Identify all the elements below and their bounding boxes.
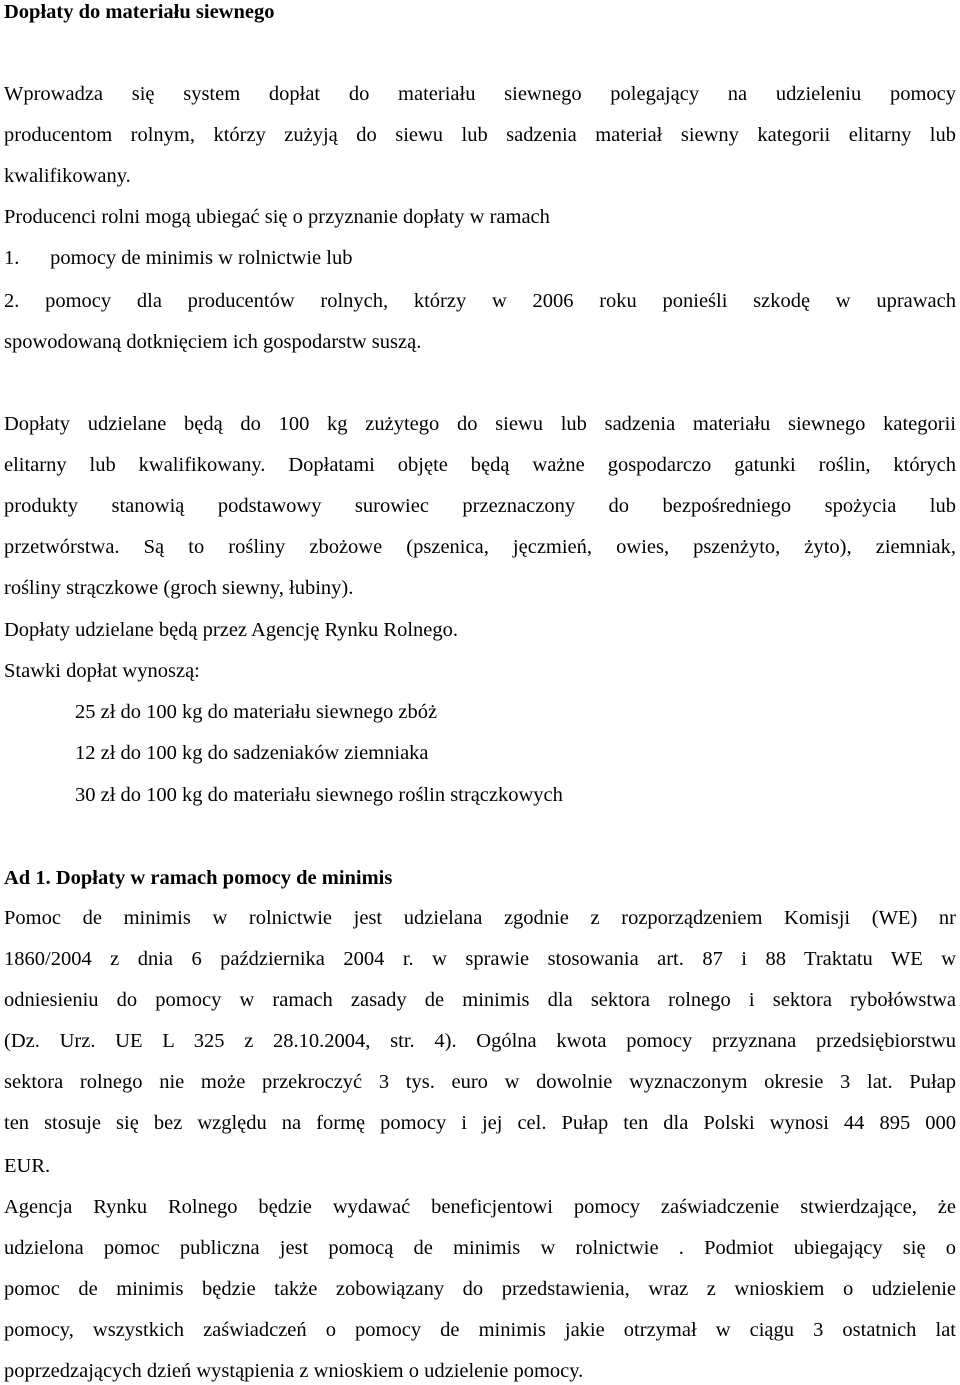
ad1-line-6: ten stosuje się bez względu na formę pomocy i jej cel. Pułap ten dla Polski wynosi 44 895 000 [4,1112,956,1134]
ad1-line-1: Pomoc de minimis w rolnictwie jest udzielana zgodnie z rozporządzeniem Komisji (WE) nr [4,907,956,929]
ad1-line-3: odniesieniu do pomocy w ramach zasady de minimis dla sektora rolnego i sektora rybołówstwa [4,989,956,1011]
intro-line-2: producentom rolnym, którzy zużyją do siewu lub sadzenia materiał siewny kategorii elitarny lub [4,124,956,146]
list-item-1: 1. pomocy de minimis w rolnictwie lub [4,247,353,269]
ad1-agency-line-5: poprzedzających dzień wystąpienia z wnioskiem o udzielenie pomocy. [4,1360,584,1382]
intro-line-3: kwalifikowany. [4,165,131,187]
document-title: Dopłaty do materiału siewnego [4,1,275,23]
ad1-agency-line-1: Agencja Rynku Rolnego będzie wydawać beneficjentowi pomocy zaświadczenie stwierdzające, że [4,1196,956,1218]
list-item-2-line-2: spowodowaną dotknięciem ich gospodarstw suszą. [4,331,422,353]
ad1-line-4: (Dz. Urz. UE L 325 z 28.10.2004, str. 4). Ogólna kwota pomocy przyznana przedsiębiorstwu [4,1030,956,1052]
agency-line: Dopłaty udzielane będą przez Agencję Rynku Rolnego. [4,619,459,641]
payments-line-2: elitarny lub kwalifikowany. Dopłatami objęte będą ważne gospodarczo gatunki roślin, których [4,454,956,476]
ad1-agency-line-3: pomoc de minimis będzie także zobowiązany do przedstawienia, wraz z wnioskiem o udzielenie [4,1278,956,1300]
section-ad1-heading: Ad 1. Dopłaty w ramach pomocy de minimis [4,867,393,889]
ad1-line-2: 1860/2004 z dnia 6 października 2004 r. w sprawie stosowania art. 87 i 88 Traktatu WE w [4,948,956,970]
ad1-line-7: EUR. [4,1155,51,1177]
ad1-agency-line-2: udzielona pomoc publiczna jest pomocą de minimis w rolnictwie . Podmiot ubiegający się o [4,1237,956,1259]
intro-line-1: Wprowadza się system dopłat do materiału siewnego polegający na udzieleniu pomocy [4,83,956,105]
payments-line-5: rośliny strączkowe (groch siewny, łubiny). [4,577,354,599]
rates-heading: Stawki dopłat wynoszą: [4,660,200,682]
payments-line-4: przetwórstwa. Są to rośliny zbożowe (pszenica, jęczmień, owies, pszenżyto, żyto), ziemniak, [4,536,956,558]
payments-line-3: produkty stanowią podstawowy surowiec przeznaczony do bezpośredniego spożycia lub [4,495,956,517]
rate-item-potatoes: 12 zł do 100 kg do sadzeniaków ziemniaka [75,742,429,764]
rate-item-legumes: 30 zł do 100 kg do materiału siewnego roślin strączkowych [75,784,563,806]
list-item-2-line-1: 2. pomocy dla producentów rolnych, którzy w 2006 roku ponieśli szkodę w uprawach [4,290,956,312]
ad1-line-5: sektora rolnego nie może przekroczyć 3 tys. euro w dowolnie wyznaczonym okresie 3 lat. Pułap [4,1071,956,1093]
producers-line: Producenci rolni mogą ubiegać się o przyznanie dopłaty w ramach [4,206,550,228]
rate-item-cereals: 25 zł do 100 kg do materiału siewnego zbóż [75,701,438,723]
ad1-agency-line-4: pomocy, wszystkich zaświadczeń o pomocy de minimis jakie otrzymał w ciągu 3 ostatnich lat [4,1319,956,1341]
payments-line-1: Dopłaty udzielane będą do 100 kg zużytego do siewu lub sadzenia materiału siewnego kategorii [4,413,956,435]
